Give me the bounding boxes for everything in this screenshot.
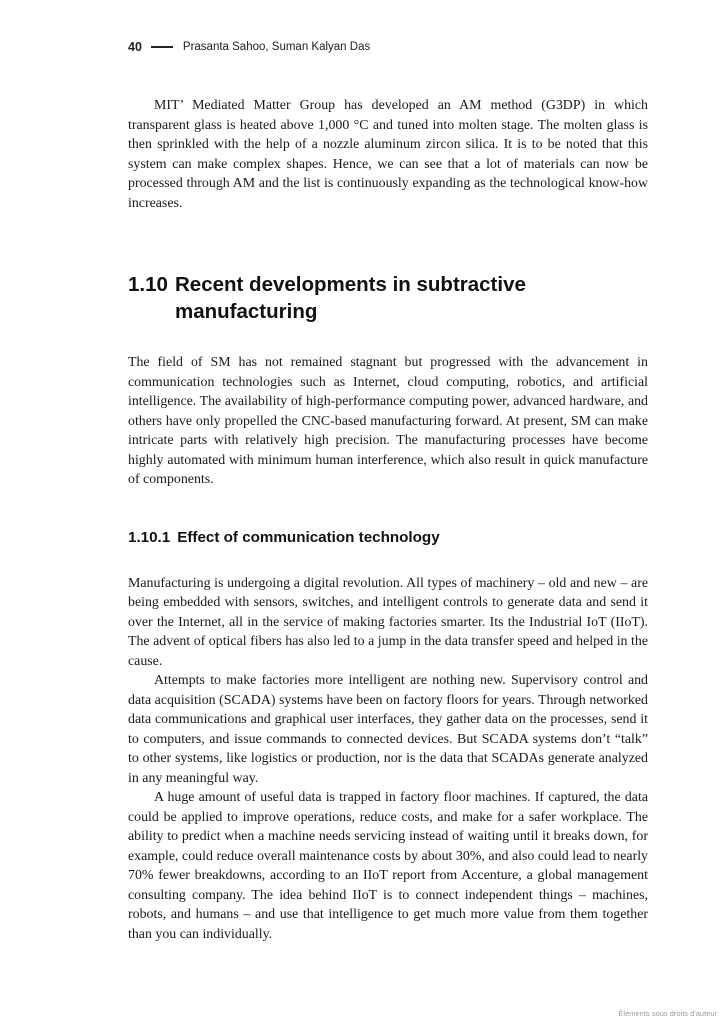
subsection-number: 1.10.1 bbox=[128, 528, 171, 546]
running-header bbox=[128, 40, 370, 54]
header-authors: Prasanta Sahoo, Suman Kalyan Das bbox=[182, 41, 371, 53]
subsection-title: Effect of communication technology bbox=[177, 528, 440, 546]
copyright-watermark: Éléments sous droits d'auteur bbox=[618, 1009, 717, 1018]
page-body bbox=[128, 96, 648, 944]
intro-paragraph: MIT’ Mediated Matter Group has developed an AM method (G3DP) in which transparent glass is heated above 1,000 °C and tuned into molten stage. The molten glass is then sprinkled with the help of a nozzle aluminum zircon silica. It is to be noted that this system can make complex shapes. Hence, we can see that a lot of materials can now be processed through AM and the list is continuously expanding as the technological know-how increases. bbox=[128, 98, 648, 211]
subsection-heading bbox=[128, 528, 648, 548]
section-number: 1.10 bbox=[128, 273, 168, 296]
section-title: Recent developments in subtractive manufacturing bbox=[175, 273, 526, 323]
section-paragraph: The field of SM has not remained stagnant but progressed with the advancement in communication technologies such as Internet, cloud computing, robotics, and artificial intelligence. The availability of high-performance computing power, advanced hardware, and others have only propelled the CNC-based manufacturing forward. At present, SM can make intricate parts with relatively high precision. The manufacturing processes have become highly automated with minimum human interference, which also result in quick manufacture of components. bbox=[128, 355, 648, 487]
subsection-paragraph-3: A huge amount of useful data is trapped in factory floor machines. If captured, the data could be applied to improve operations, reduce costs, and make for a safer workplace. The ability to predict when a machine needs servicing instead of waiting until it breaks down, for example, could reduce overall maintenance costs by about 30%, and also could lead to nearly 70% fewer breakdowns, according to an IIoT report from Accenture, a global management consulting company. The idea behind IIoT is to connect independent things – machines, robots, and humans – and use that intelligence to get much more value from them together than you can individually. bbox=[128, 790, 648, 942]
section-heading bbox=[128, 271, 648, 325]
header-rule bbox=[151, 46, 173, 48]
page-number: 40 bbox=[128, 40, 142, 54]
subsection-paragraph-2: Attempts to make factories more intelligent are nothing new. Supervisory control and data acquisition (SCADA) systems have been on factory floors for years. Through networked data communications and graphical user interfaces, they gather data on the processes, send it to computers, and issue commands to connected devices. But SCADA systems don’t “talk” to other systems, like logistics or production, nor is the data that SCADAs generate analyzed in any meaningful way. bbox=[128, 673, 648, 786]
subsection-paragraph-1: Manufacturing is undergoing a digital revolution. All types of machinery – old and new – are being embedded with sensors, switches, and intelligent controls to generate data and send it over the Internet, all in the service of making factories smarter. Its the Industrial IoT (IIoT). The advent of optical fibers has also led to a jump in the data transfer speed and helped in the cause. bbox=[128, 575, 648, 669]
